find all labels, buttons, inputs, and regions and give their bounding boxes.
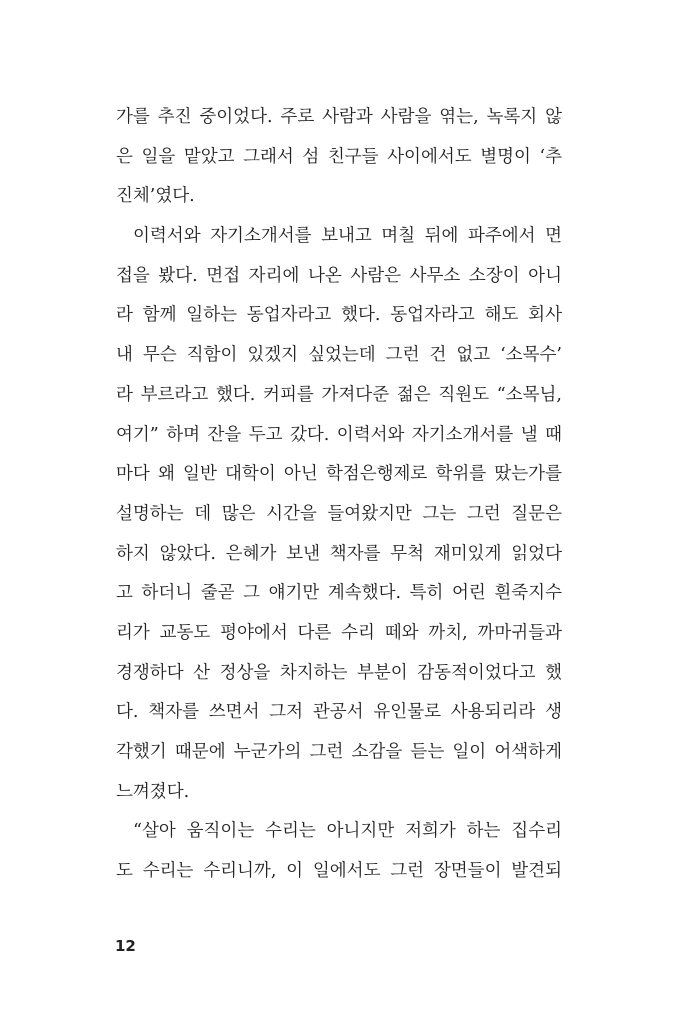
text-line: 마다 왜 일반 대학이 아닌 학점은행제로 학위를 땄는가를 xyxy=(116,464,562,485)
text-line: 라 함께 일하는 동업자라고 했다. 동업자라고 해도 회사 xyxy=(116,305,562,326)
text-line: 리가 교동도 평야에서 다른 수리 떼와 까치, 까마귀들과 xyxy=(116,622,562,643)
text-line: 가를 추진 중이었다. 주로 사람과 사람을 엮는, 녹록지 않 xyxy=(116,107,562,127)
text-line: 라 부르라고 했다. 커피를 가져다준 젊은 직원도 “소목님, xyxy=(116,384,562,405)
text-line: 고 하더니 줄곧 그 얘기만 계속했다. 특히 어린 흰죽지수 xyxy=(116,583,562,604)
body-text xyxy=(116,98,562,892)
text-line: 다. 책자를 쓰면서 그저 관공서 유인물로 사용되리라 생 xyxy=(116,702,562,723)
text-line: “살아 움직이는 수리는 아니지만 저희가 하는 집수리 xyxy=(133,821,562,842)
text-line: 은 일을 맡았고 그래서 섬 친구들 사이에서도 별명이 ‘추 xyxy=(116,146,562,167)
page-number: 12 xyxy=(115,937,136,955)
text-line: 느껴졌다. xyxy=(116,781,190,802)
text-line: 이력서와 자기소개서를 보내고 며칠 뒤에 파주에서 면 xyxy=(133,226,562,247)
text-line: 경쟁하다 산 정상을 차지하는 부분이 감동적이었다고 했 xyxy=(116,662,562,683)
text-line: 설명하는 데 많은 시간을 들여왔지만 그는 그런 질문은 xyxy=(116,503,562,524)
text-line: 내 무슨 직함이 있겠지 싶었는데 그런 건 없고 ‘소목수’ xyxy=(116,345,562,366)
text-line: 하지 않았다. 은혜가 보낸 책자를 무척 재미있게 읽었다 xyxy=(116,543,562,564)
text-line: 진체’였다. xyxy=(116,186,195,207)
text-line: 여기” 하며 잔을 두고 갔다. 이력서와 자기소개서를 낼 때 xyxy=(116,424,562,445)
text-line: 도 수리는 수리니까, 이 일에서도 그런 장면들이 발견되 xyxy=(116,861,562,882)
text-line: 접을 봤다. 면접 자리에 나온 사람은 사무소 소장이 아니 xyxy=(116,265,562,286)
text-line: 각했기 때문에 누군가의 그런 소감을 듣는 일이 어색하게 xyxy=(116,742,562,762)
